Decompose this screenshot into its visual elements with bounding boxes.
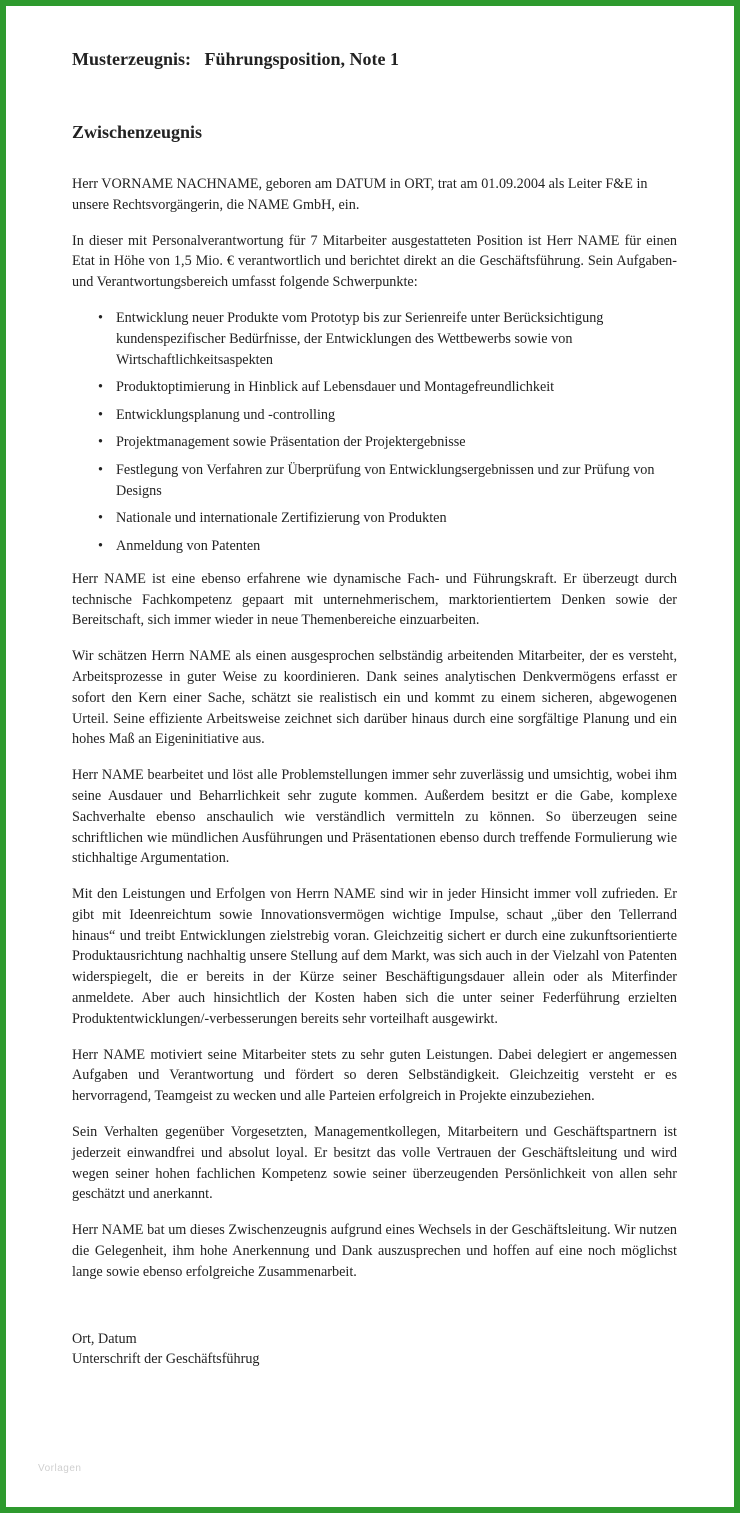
task-text: Produktoptimierung in Hinblick auf Lebensdauer und Montagefreundlichkeit [116, 379, 555, 396]
place-date-line: Ort, Datum [72, 1330, 137, 1347]
document-title: Musterzeugnis: Führungsposition, Note 1 [72, 49, 400, 69]
assessment-paragraph: Herr NAME ist eine ebenso erfahrene wie dynamische Fach- und Führungskraft. Er überzeugt durch technische Fachkompetenz gepaart mit unternehmerischem, marktorientiertem Denken sowie der Bereitschaft, sich immer wieder in neue Themenbereiche einzuarbeiten. [72, 570, 677, 629]
list-item [72, 405, 677, 426]
task-text: Anmeldung von Patenten [116, 537, 261, 554]
task-text: Entwicklungsplanung und -controlling [116, 406, 336, 423]
document-subtitle: Zwischenzeugnis [72, 122, 203, 142]
list-item [72, 460, 677, 502]
bullet-icon: • [98, 406, 103, 423]
bullet-icon: • [98, 461, 103, 478]
bullet-icon: • [98, 309, 103, 326]
assessment-paragraph: Herr NAME motiviert seine Mitarbeiter stets zu sehr guten Leistungen. Dabei delegiert er angemessen Aufgaben und Verantwortung und fördert so deren Selbständigkeit. Gleichzeitig versteht er es hervorragend, Teamgeist zu wecken und alle Parteien erfolgreich in Projekte einzubeziehen. [72, 1046, 677, 1105]
list-item [72, 508, 677, 529]
task-list [72, 308, 677, 557]
bullet-icon: • [98, 510, 103, 527]
signature-line: Unterschrift der Geschäftsführug [72, 1351, 260, 1368]
assessment-paragraph: Herr NAME bearbeitet und löst alle Problemstellungen immer sehr zuverlässig und umsichtig, wobei ihm seine Ausdauer und Beharrlichkeit sehr zugute kommen. Außerdem besitzt er die Gabe, komplexe Sachverhalte ebenso anschaulich wie verständlich vermitteln zu können. So überzeugen seine schriftlichen wie mündlichen Ausführungen und Präsentationen ebenso durch treffende Formulierung wie stichhaltige Argumentation. [72, 767, 677, 867]
task-text: Festlegung von Verfahren zur Überprüfung von Entwicklungsergebnissen und zur Prüfung von Designs [116, 461, 655, 499]
signature-block [72, 1329, 677, 1371]
responsibility-paragraph: In dieser mit Personalverantwortung für 7 Mitarbeiter ausgestatteten Position ist Herr NAME für einen Etat in Höhe von 1,5 Mio. € verantwortlich und berichtet direkt an die Geschäftsführung. Sein Aufgaben- und Verantwortungsbereich umfasst folgende Schwerpunkte: [72, 232, 677, 291]
bullet-icon: • [98, 537, 103, 554]
assessment-paragraph: Mit den Leistungen und Erfolgen von Herrn NAME sind wir in jeder Hinsicht immer voll zufrieden. Er gibt mit Ideenreichtum sowie Innovationsvermögen wichtige Impulse, schaut „über den Tellerrand hinaus“ und treibt Entwicklungen zielstrebig voran. Gleichzeitig sichert er durch eine zukunftsorientierte Produktausrichtung nachhaltig unsere Stellung auf dem Markt, was sich auch in der Vielzahl von Patenten widerspiegelt, die er bereits in der Kürze seiner Beschäftigungsdauer allein oder als Miterfinder anmeldete. Aber auch hinsichtlich der Kosten haben sich die unter seiner Federführung erzielten Produktentwicklungen/-verbesserungen bereits sehr vorteilhaft ausgewirkt. [72, 886, 677, 1027]
task-text: Nationale und internationale Zertifizierung von Produkten [116, 510, 447, 527]
assessment-paragraph: Wir schätzen Herrn NAME als einen ausgesprochen selbständig arbeitenden Mitarbeiter, der es versteht, Arbeitsprozesse in guter Weise zu koordinieren. Dank seines analytischen Denkvermögens erfasst er sofort den Kern einer Sache, schätzt sie realistisch ein und kommt zu einem sicheren, abgewogenen Urteil. Seine effiziente Arbeitsweise zeichnet sich darüber hinaus durch eine sorgfältige Planung und ein hohes Maß an Eigeninitiative aus. [72, 648, 677, 748]
list-item [72, 377, 677, 398]
intro-paragraph: Herr VORNAME NACHNAME, geboren am DATUM in ORT, trat am 01.09.2004 als Leiter F&E in unsere Rechtsvorgängerin, die NAME GmbH, ein. [72, 176, 648, 213]
bullet-icon: • [98, 379, 103, 396]
task-text: Projektmanagement sowie Präsentation der Projektergebnisse [116, 434, 466, 451]
task-text: Entwicklung neuer Produkte vom Prototyp bis zur Serienreife unter Berücksichtigung kundenspezifischer Bedürfnisse, der Entwicklungen des Wettbewerbs sowie von Wirtschaftlichkeitsaspekten [116, 309, 604, 368]
list-item [72, 536, 677, 557]
document-body [72, 174, 677, 1370]
bullet-icon: • [98, 434, 103, 451]
watermark-text: Vorlagen [38, 1463, 82, 1474]
assessment-paragraph: Sein Verhalten gegenüber Vorgesetzten, Managementkollegen, Mitarbeitern und Geschäftspartnern ist jederzeit einwandfrei und absolut loyal. Er besitzt das volle Vertrauen der Geschäftsleitung und wird wegen seiner hohen fachlichen Kompetenz sowie seiner überzeugenden Persönlichkeit von allen sehr geschätzt und anerkannt. [72, 1124, 677, 1203]
list-item [72, 308, 677, 370]
closing-paragraph: Herr NAME bat um dieses Zwischenzeugnis aufgrund eines Wechsels in der Geschäftsleitung. Wir nutzen die Gelegenheit, ihm hohe Anerkennung und Dank auszusprechen und hoffen auf eine noch möglichst lange sowie ebenso erfolgreiche Zusammenarbeit. [72, 1222, 677, 1280]
list-item [72, 432, 677, 453]
document-page [72, 46, 677, 1370]
